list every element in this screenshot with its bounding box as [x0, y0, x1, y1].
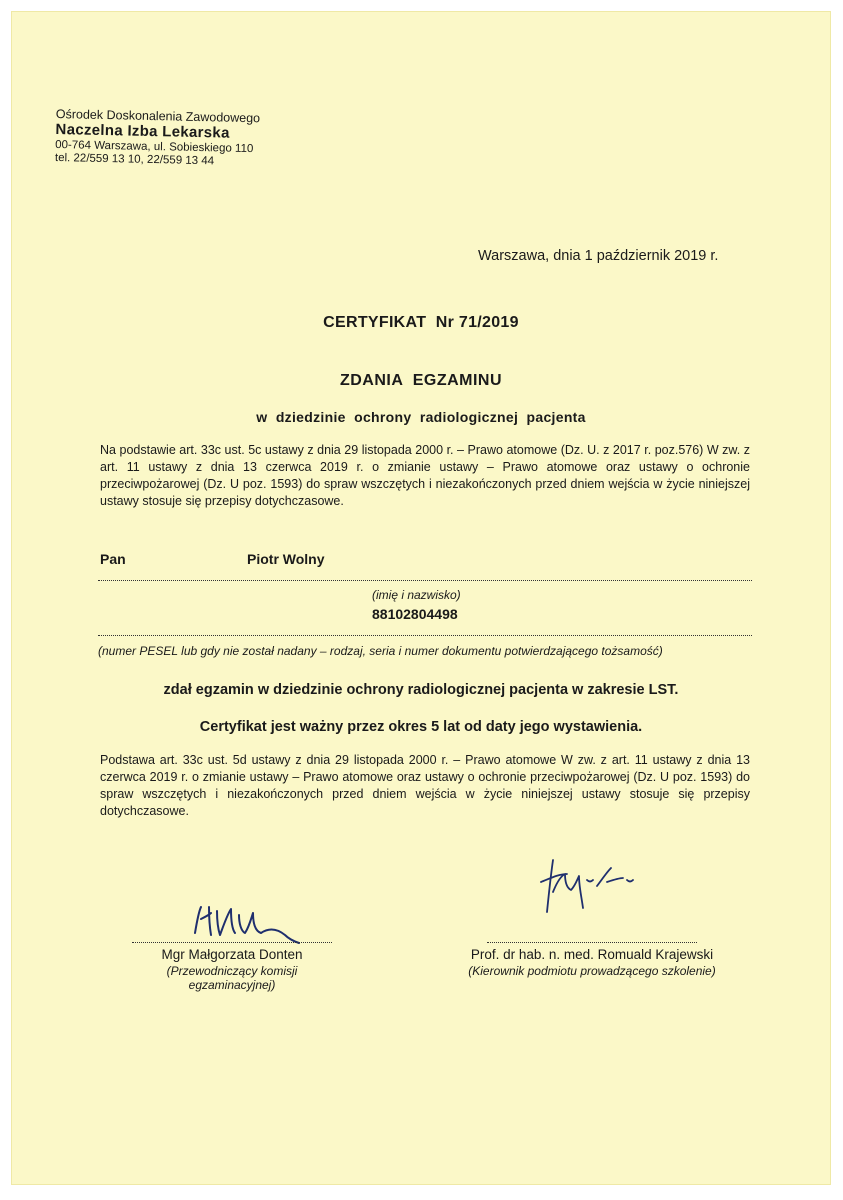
name-hint: (imię i nazwisko) [372, 588, 461, 602]
pesel-hint: (numer PESEL lub gdy nie został nadany – rodzaj, seria i numer dokumentu potwierdzającego tożsamość) [98, 644, 663, 658]
issuer-name: Naczelna Izba Lekarska [55, 121, 230, 143]
left-signature-block [122, 942, 342, 992]
field-title: w dziedzinie ochrony radiologicznej pacjenta [256, 409, 586, 425]
right-signatory-role: (Kierownik podmiotu prowadzącego szkolenie) [468, 964, 716, 978]
left-signatory-name: Mgr Małgorzata Donten [161, 947, 303, 962]
exam-title: ZDANIA EGZAMINU [339, 372, 503, 389]
validity-statement: Certyfikat jest ważny przez okres 5 lat od daty jego wystawienia. [199, 719, 643, 735]
issuer-unit: Ośrodek Doskonalenia Zawodowego [55, 107, 261, 126]
salutation: Pan [100, 551, 126, 567]
right-signatory-name: Prof. dr hab. n. med. Romuald Krajewski [470, 947, 714, 962]
certificate-title: CERTYFIKAT Nr 71/2019 [323, 314, 519, 331]
person-name: Piotr Wolny [247, 551, 325, 567]
left-signatory-role: (Przewodniczący komisji egzaminacyjnej) [166, 964, 298, 992]
exam-result: zdał egzamin w dziedzinie ochrony radiologicznej pacjenta w zakresie LST. [163, 682, 679, 698]
legal-basis-1: Na podstawie art. 33c ust. 5c ustawy z dnia 29 listopada 2000 r. – Prawo atomowe (Dz. U. z 2017 r. poz.576) W zw. z art. 11 ustawy z dnia 13 czerwca 2019 r. o zmianie ustawy – Prawo atomowe oraz ustawy o ochronie przeciwpożarowej (Dz. U poz. 1593) do spraw wszczętych i niezakończonych przed dniem wejścia w życie niniejszej ustawy stosuje się przepisy dotychczasowe. [100, 443, 750, 508]
left-signature-image [187, 897, 307, 947]
right-signature-line [487, 942, 697, 943]
legal-basis-2: Podstawa art. 33c ust. 5d ustawy z dnia 29 listopada 2000 r. – Prawo atomowe W zw. z art. 11 ustawy z dnia 13 czerwca 2019 r. o zmianie ustawy – Prawo atomowe oraz ustawy o ochronie przeciwpożarowej (Dz. U poz. 1593) do spraw wszczętych i niezakończonych przed dniem wejścia w życie niniejszej ustawy stosuje się przepisy dotychczasowe. [100, 753, 750, 818]
issuer-phone: tel. 22/559 13 10, 22/559 13 44 [54, 151, 215, 168]
right-signature-block [442, 942, 742, 978]
issuer-address: 00-764 Warszawa, ul. Sobieskiego 110 [55, 138, 254, 155]
issuer-header [55, 107, 260, 169]
pesel-dotted-line [98, 635, 752, 636]
name-dotted-line [98, 580, 752, 581]
certificate-page [12, 12, 830, 1184]
pesel-number: 88102804498 [372, 606, 458, 622]
issue-date: Warszawa, dnia 1 październik 2019 r. [478, 248, 719, 264]
right-signature-image [527, 852, 657, 922]
left-signature-line [132, 942, 332, 943]
